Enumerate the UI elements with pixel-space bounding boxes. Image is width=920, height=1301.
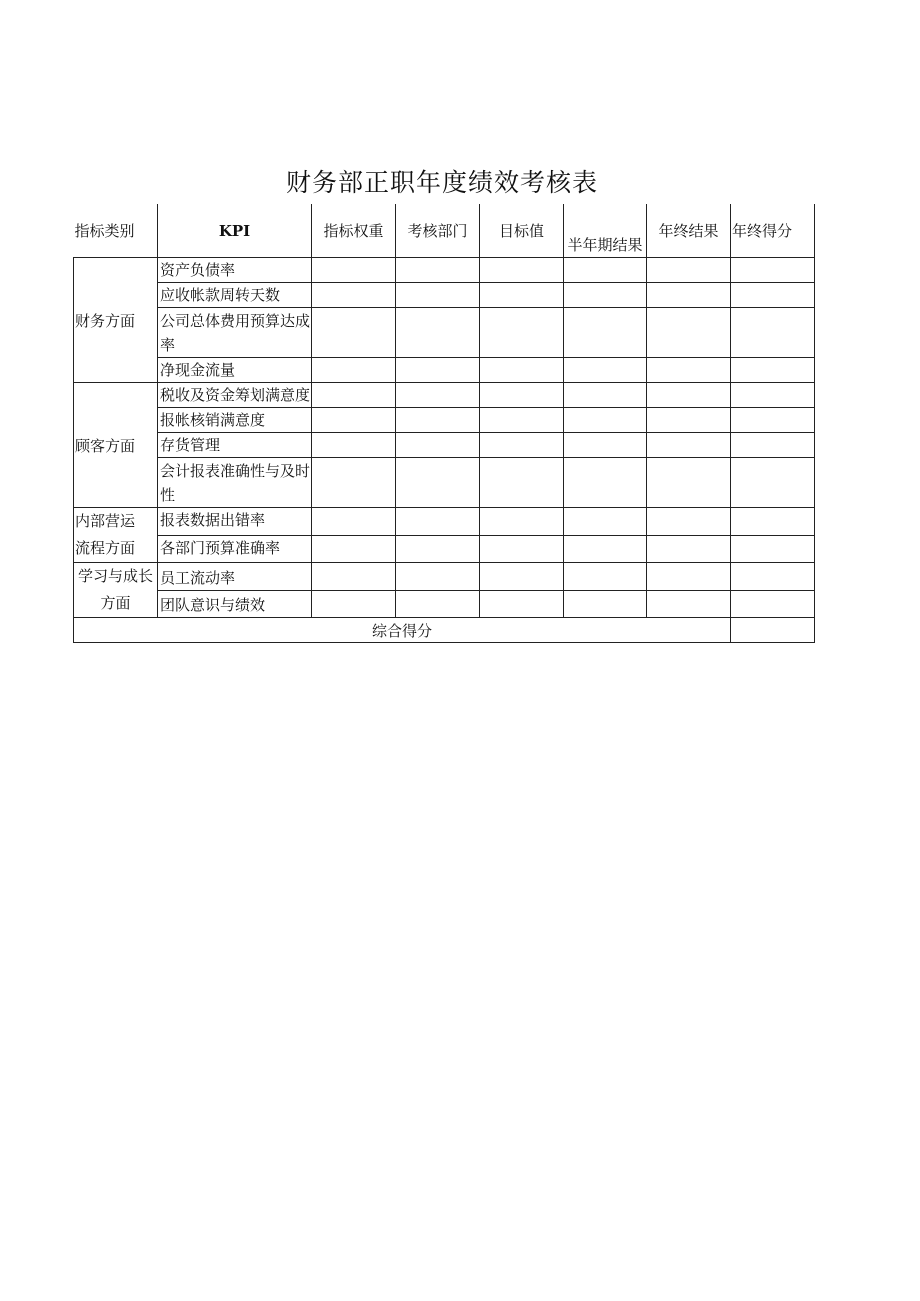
page-title: 财务部正职年度绩效考核表 <box>285 168 598 197</box>
kpi-item: 会计报表准确性与及时性 <box>158 458 312 508</box>
kpi-item: 员工流动率 <box>158 563 312 591</box>
category-learning-line2: 方面 <box>100 594 131 612</box>
header-half-year: 半年期结果 <box>564 204 647 258</box>
table-row <box>74 508 815 536</box>
kpi-item: 应收帐款周转天数 <box>158 283 312 308</box>
table-row <box>74 358 815 383</box>
total-score-cell <box>731 618 815 643</box>
category-internal-line2: 流程方面 <box>75 539 136 557</box>
kpi-item: 团队意识与绩效 <box>158 590 312 618</box>
table-row <box>74 563 815 591</box>
table-row <box>74 383 815 408</box>
category-learning-line1: 学习与成长 <box>77 567 153 585</box>
kpi-item: 存货管理 <box>158 433 312 458</box>
kpi-item: 净现金流量 <box>158 358 312 383</box>
total-row <box>74 618 815 643</box>
table-row <box>74 433 815 458</box>
header-dept: 考核部门 <box>396 204 480 258</box>
table-row <box>74 408 815 433</box>
kpi-item: 资产负债率 <box>158 258 312 283</box>
table-row <box>74 590 815 618</box>
kpi-item: 公司总体费用预算达成率 <box>158 308 312 358</box>
header-weight: 指标权重 <box>312 204 396 258</box>
category-internal <box>74 508 158 563</box>
header-target: 目标值 <box>480 204 564 258</box>
category-internal-line1: 内部营运 <box>75 512 136 530</box>
header-year-end-result: 年终结果 <box>647 204 731 258</box>
table-row <box>74 308 815 358</box>
table-row <box>74 258 815 283</box>
table-header-row <box>74 204 815 258</box>
header-category: 指标类别 <box>74 204 158 258</box>
kpi-item: 各部门预算准确率 <box>158 535 312 563</box>
total-label: 综合得分 <box>74 618 731 643</box>
kpi-item: 税收及资金筹划满意度 <box>158 383 312 408</box>
category-learning <box>74 563 158 618</box>
header-kpi: KPI <box>158 204 312 258</box>
header-year-end-score: 年终得分 <box>731 204 815 258</box>
table-row <box>74 535 815 563</box>
kpi-table <box>73 204 815 643</box>
kpi-item: 报表数据出错率 <box>158 508 312 536</box>
table-row <box>74 458 815 508</box>
category-finance: 财务方面 <box>74 258 158 383</box>
table-row <box>74 283 815 308</box>
kpi-item: 报帐核销满意度 <box>158 408 312 433</box>
category-customer: 顾客方面 <box>74 383 158 508</box>
